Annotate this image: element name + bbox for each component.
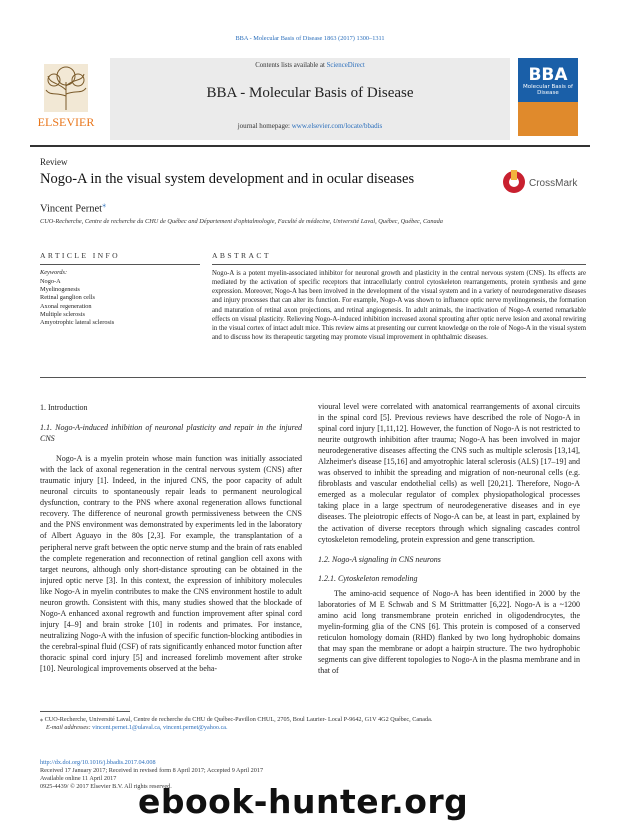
author-footnote-mark[interactable]: ⁎ <box>102 200 107 209</box>
body-paragraph: The amino-acid sequence of Nogo-A has been identified in 2000 by the laboratories of M E Schwab and S M Strittmatter [6,22]. Nogo-A is a ~1200 amino acid long transmembrane protein enriched in oligodendrocytes, the myelin-forming glia of the CNS [6]. This protein is composed of a conserved reticulon homology domain (RHD) flanked by two long hydrophobic domains that may span the membrane or adopt a hairpin structure. The two hydrophobic segments can give different topologies to Nogo-A in the plasma membrane and in that of <box>318 588 580 676</box>
available-online: Available online 11 April 2017 <box>40 774 117 782</box>
cover-subtitle: Molecular Basis of Disease <box>523 84 573 96</box>
sciencedirect-link[interactable]: ScienceDirect <box>326 62 365 69</box>
section-1-1-heading: 1.1. Nogo-A-induced inhibition of neuronal plasticity and repair in the injured CNS <box>40 423 302 444</box>
email-label: E-mail addresses: <box>46 724 93 731</box>
journal-reference[interactable]: BBA - Molecular Basis of Disease 1863 (2017) 1300–1311 <box>235 35 385 42</box>
body-right-column <box>318 401 580 676</box>
doi-link[interactable]: http://dx.doi.org/10.1016/j.bbadis.2017.04.008 <box>40 759 156 766</box>
email-links[interactable]: vincent.pernet.1@ulaval.ca, vincent.pernet@yahoo.ca. <box>92 724 228 731</box>
article-info-heading: ARTICLE INFO <box>40 251 121 260</box>
footnote-rule <box>40 711 130 712</box>
journal-cover-image <box>518 58 578 136</box>
correspondence-address: ⁎ CUO-Recherche, Université Laval, Centre de recherche du CHU de Québec-Pavillon CHUL, 2705, Boul Laurier- Local P-9642, G1V 4G2 Québec, Canada. <box>40 716 433 723</box>
keyword-list <box>40 278 114 327</box>
article-title: Nogo-A in the visual system development and in ocular diseases <box>40 171 415 187</box>
keyword: Multiple sclerosis <box>40 310 85 318</box>
body-left-column <box>40 402 302 674</box>
contents-line: Contents lists available at ScienceDirect <box>255 62 365 69</box>
publisher-name: ELSEVIER <box>37 115 95 129</box>
journal-title: BBA - Molecular Basis of Disease <box>206 85 414 101</box>
body-paragraph: Nogo-A is a myelin protein whose main function was initially associated with the lack of axonal regeneration in the central nervous system (CNS) after traumatic injury [1]. Indeed, in the injured CNS, the poor capacity of adult neuronal circuits to spontaneously repair leads to permanent neurological dysfunction, contrary to the PNS where axonal regeneration allows functional recovery. The difference of neuronal growth permissiveness between the CNS and the PNS environment was demonstrated by experiments led in the laboratory of Albert Aguayo in the 80s [2,3]. For example, the transplantation of a peripheral nerve graft between the optic nerve stump and the brain of rats enabled the complete regeneration and reconnection of retinal ganglion cell axons with target neurons, although only short-distance sprouting can be obtained in the injured optic nerve [3]. In this context, the expression of inhibitory molecules like Nogo-A in myelin contributes to make the CNS environment hostile to adult neuron growth. Consistent with this, many studies showed that the blockade of Nogo-A enhanced axonal regrowth and function improvement after spinal cord injury [4–9] and brain stroke [10] in rodents and primates. For instance, neutralizing Nogo-A with the infusion of specific function-blocking antibodies in the cerebral-spinal fluid (CSF) of rats significantly enhanced motor function after thoracic spinal cord injury [5] and increased forelimb movement after stroke [10]. Neurological improvements observed at the beha- <box>40 454 302 674</box>
section-1-2-1-heading: 1.2.1. Cytoskeleton remodeling <box>318 573 418 583</box>
keyword: Axonal regeneration <box>40 302 92 310</box>
body-paragraph: vioural level were correlated with anatomical rearrangements of axonal circuits in the spinal cord [5]. Previous reviews have described the role of Nogo-A in spinal cord injury [1,11,12]. However, the function of Nogo-A is not restricted to neurite outgrowth inhibition after trauma; Nogo-A has been involved in major neurodegenerative diseases affecting the CNS such as multiple sclerosis [13,14], Alzheimer's disease [15,16] and amyotrophic lateral sclerosis (ALS) [17–19] and was observed to inhibit the spreading and migration of non-neuronal cells (e.g. fibroblasts and vascular endothelial cells) as well [20,21]. Therefore, Nogo-A emerged as a molecular regulator of complex physiopathological processes taking place in a large spectrum of neurodegenerative diseases and in eye diseases. The pleiotropic effects of Nogo-A can be, at least in part, explained by the activation of diverse receptors through which signaling cascades control cytoskeleton remodeling, protein expression and gene transcription. <box>318 402 580 544</box>
keywords-label: Keywords: <box>40 269 68 276</box>
masthead-rule <box>30 145 590 147</box>
cover-title: BBA <box>528 65 568 85</box>
abstract-rule <box>212 264 586 265</box>
watermark: ebook-hunter.org <box>138 782 469 821</box>
abstract-text: Nogo-A is a potent myelin-associated inhibitor for neuronal growth and plasticity in the central nervous system (CNS). Its effects are mediated by the activation of specific receptors that intracellularly control cytoskeleton rearrangements, protein synthesis and gene expression. Moreover, Nogo-A has been involved in the development of the visual system and in a variety of neurodegenerative diseases and injury processes that can alter its function. For example, Nogo-A was shown to influence optic nerve myelinogenesis, the formation and maturation of retinal axon projections, and retinal angiogenesis. In adult animals, the inactivation of Nogo-A exerted remarkable effects on visual plasticity. Relieving Nogo-A-induced inhibition increased axonal sprouting after optic nerve lesion and axonal rewiring in the visual cortex of intact adult mice. This review aims at presenting our current knowledge on the role of Nogo-A in the visual system and to discuss how its therapeutic targeting may promote visual improvement in ophthalmic diseases. <box>212 270 586 342</box>
info-rule <box>40 264 200 265</box>
article-type: Review <box>40 157 68 167</box>
crossmark-badge[interactable] <box>502 170 588 194</box>
keyword: Nogo-A <box>40 278 61 285</box>
abstract-heading: ABSTRACT <box>212 251 271 260</box>
author-name: Vincent Pernet⁎ <box>40 200 107 215</box>
elsevier-logo <box>30 60 102 132</box>
copyright: 0925-4439/ © 2017 Elsevier B.V. All rights reserved. <box>40 782 172 790</box>
keyword: Retinal ganglion cells <box>40 294 95 302</box>
author-affiliation: CUO-Recherche, Centre de recherche du CHU de Québec and Département d'ophtalmologie, Faculté de médecine, Université Laval, Québec, Québec, Canada <box>40 218 443 225</box>
crossmark-label: CrossMark <box>529 178 578 189</box>
abstract-bottom-rule <box>40 377 586 378</box>
homepage-link[interactable]: www.elsevier.com/locate/bbadis <box>291 122 383 130</box>
keyword: Myelinogenesis <box>40 286 80 294</box>
keyword: Amyotrophic lateral sclerosis <box>40 319 115 327</box>
correspondence-footnote <box>40 716 580 732</box>
section-1-2-heading: 1.2. Nogo-A signaling in CNS neurons <box>318 554 441 564</box>
received-dates: Received 17 January 2017; Received in revised form 8 April 2017; Accepted 9 April 2017 <box>40 766 264 774</box>
section-1-heading: 1. Introduction <box>40 403 88 412</box>
homepage-line: journal homepage: www.elsevier.com/locate/bbadis <box>237 122 383 130</box>
